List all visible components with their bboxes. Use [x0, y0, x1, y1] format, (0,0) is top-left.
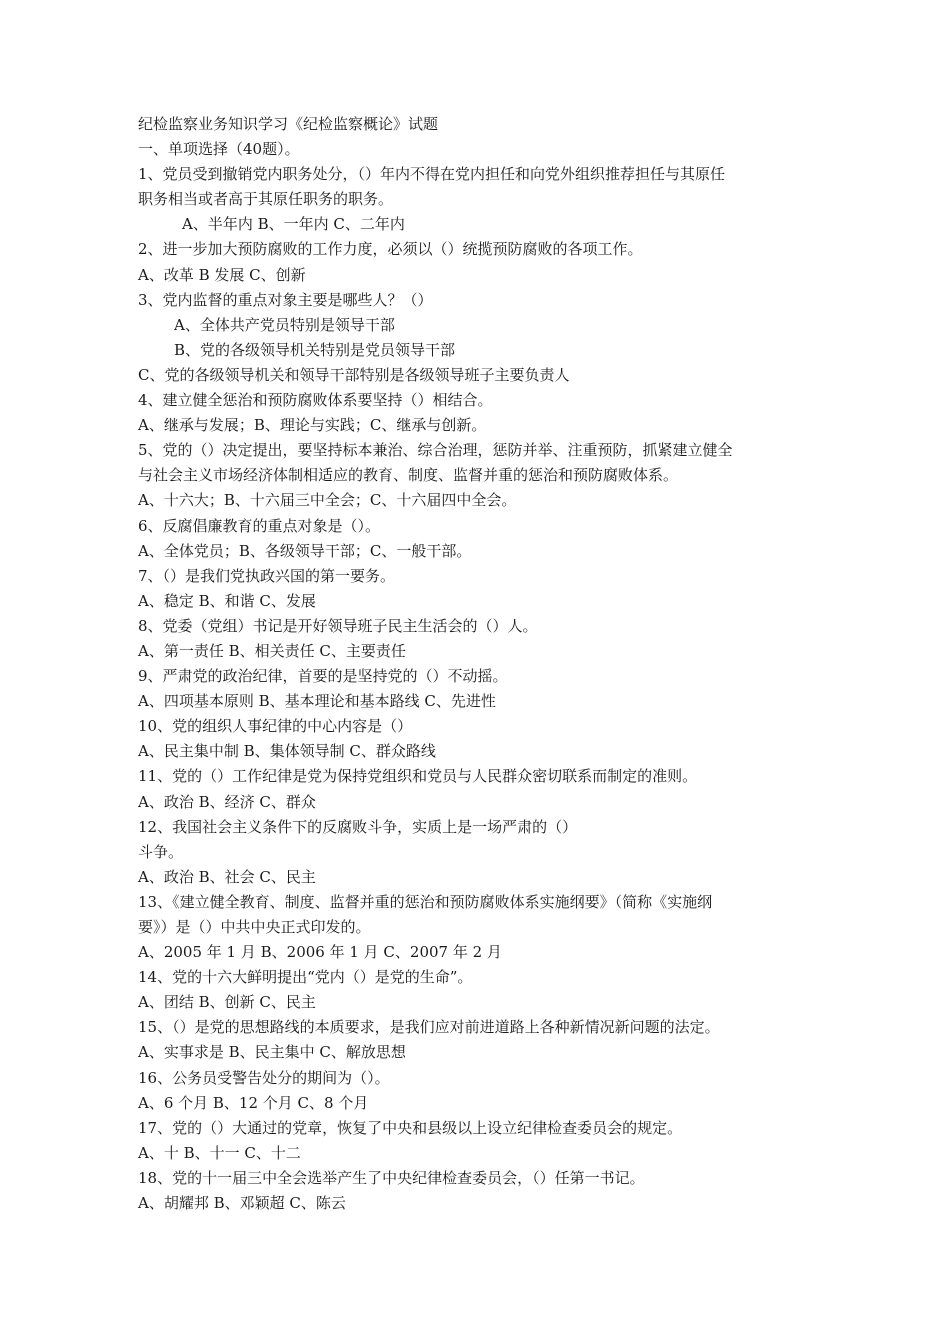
question-5-text: 5、党的（）决定提出，要坚持标本兼治、综合治理，惩防并举、注重预防，抓紧建立健全 — [138, 441, 733, 460]
question-1-text-cont: 职务相当或者高于其原任职务的职务。 — [138, 190, 394, 209]
question-1-options: A、半年内 B、一年内 C、二年内 — [182, 215, 405, 234]
question-13-options: A、2005 年 1 月 B、2006 年 1 月 C、2007 年 2 月 — [138, 943, 502, 962]
question-8-options: A、第一责任 B、相关责任 C、主要责任 — [138, 641, 406, 660]
question-18-options: A、胡耀邦 B、邓颖超 C、陈云 — [138, 1194, 346, 1213]
question-7-options: A、稳定 B、和谐 C、发展 — [138, 591, 316, 610]
question-10-options: A、民主集中制 B、集体领导制 C、群众路线 — [138, 742, 436, 761]
section-heading: 一、单项选择（40题）。 — [138, 140, 300, 159]
document-title: 纪检监察业务知识学习《纪检监察概论》试题 — [138, 115, 439, 133]
question-2-text: 2、进一步加大预防腐败的工作力度，必须以（）统揽预防腐败的各项工作。 — [138, 240, 643, 259]
question-10-text: 10、党的组织人事纪律的中心内容是（） — [138, 717, 413, 736]
question-14-options: A、团结 B、创新 C、民主 — [138, 993, 316, 1012]
question-14-text: 14、党的十六大鲜明提出“党内（）是党的生命”。 — [138, 968, 473, 987]
question-4-options: A、继承与发展；B、理论与实践；C、继承与创新。 — [138, 416, 487, 435]
question-6-options: A、全体党员；B、各级领导干部；C、一般干部。 — [138, 541, 472, 560]
question-2-options: A、改革 B 发展 C、创新 — [138, 265, 306, 284]
question-18-text: 18、党的十一届三中全会选举产生了中央纪律检查委员会，（）任第一书记。 — [138, 1168, 645, 1187]
question-1-text: 1、党员受到撤销党内职务处分，（）年内不得在党内担任和向党外组织推荐担任与其原任 — [138, 165, 726, 184]
question-17-text: 17、党的（）大通过的党章，恢复了中央和县级以上设立纪律检查委员会的规定。 — [138, 1118, 683, 1137]
question-13-text: 13、《建立健全教育、制度、监督并重的惩治和预防腐败体系实施纲要》（简称《实施纲 — [138, 892, 713, 911]
question-3-text: 3、党内监督的重点对象主要是哪些人？（） — [138, 290, 433, 309]
question-3-option-b: B、党的各级领导机关特别是党员领导干部 — [174, 340, 456, 359]
question-12-options: A、政治 B、社会 C、民主 — [138, 867, 316, 886]
question-15-text: 15、（）是党的思想路线的本质要求，是我们应对前进道路上各种新情况新问题的法定。 — [138, 1018, 720, 1037]
question-16-text: 16、公务员受警告处分的期间为（）。 — [138, 1068, 390, 1087]
question-9-text: 9、严肃党的政治纪律，首要的是坚持党的（）不动摇。 — [138, 667, 508, 686]
question-4-text: 4、建立健全惩治和预防腐败体系要坚持（）相结合。 — [138, 391, 493, 410]
question-12-text-cont: 斗争。 — [138, 842, 184, 861]
question-17-options: A、十 B、十一 C、十二 — [138, 1143, 301, 1162]
question-9-options: A、四项基本原则 B、基本理论和基本路线 C、先进性 — [138, 692, 496, 711]
question-13-text-cont: 要》）是（）中共中央正式印发的。 — [138, 918, 371, 936]
question-3-option-c: C、党的各级领导机关和领导干部特别是各级领导班子主要负责人 — [138, 365, 570, 384]
question-7-text: 7、（）是我们党执政兴国的第一要务。 — [138, 566, 396, 585]
question-16-options: A、6 个月 B、12 个月 C、8 个月 — [138, 1093, 369, 1112]
question-8-text: 8、党委（党组）书记是开好领导班子民主生活会的（）人。 — [138, 616, 538, 635]
question-3-option-a: A、全体共产党员特别是领导干部 — [174, 315, 395, 334]
question-5-options: A、十六大；B、十六届三中全会；C、十六届四中全会。 — [138, 491, 517, 510]
question-15-options: A、实事求是 B、民主集中 C、解放思想 — [138, 1043, 406, 1062]
question-6-text: 6、反腐倡廉教育的重点对象是（）。 — [138, 516, 381, 535]
question-11-options: A、政治 B、经济 C、群众 — [138, 792, 316, 811]
document-body — [138, 112, 818, 1216]
question-12-text: 12、我国社会主义条件下的反腐败斗争，实质上是一场严肃的（） — [138, 817, 578, 836]
question-5-text-cont: 与社会主义市场经济体制相适应的教育、制度、监督并重的惩治和预防腐败体系。 — [138, 466, 679, 485]
question-11-text: 11、党的（）工作纪律是党为保持党组织和党员与人民群众密切联系而制定的准则。 — [138, 767, 698, 786]
